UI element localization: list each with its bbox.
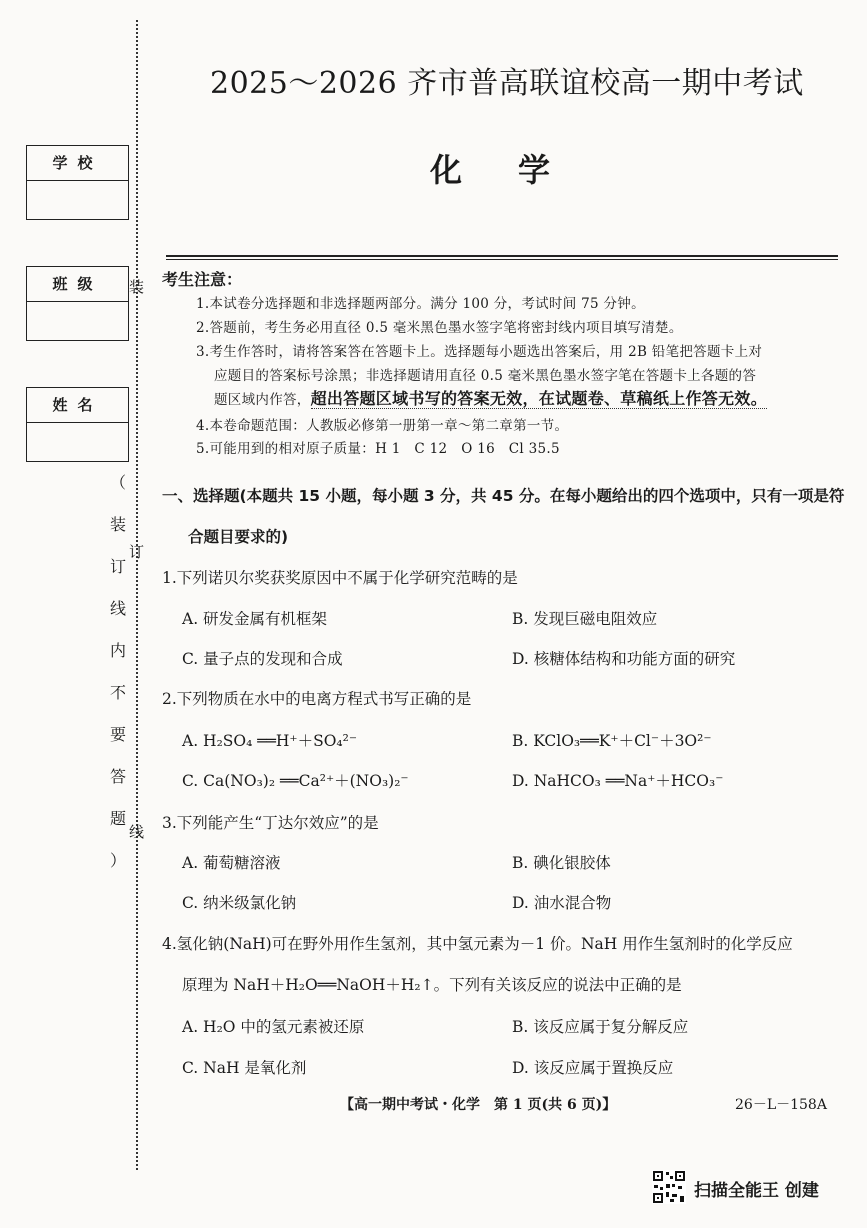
- question-1-stem: 1.下列诺贝尔奖获奖原因中不属于化学研究范畴的是: [162, 569, 518, 587]
- vertical-char: （: [109, 473, 126, 492]
- question-4-option-c: C. NaH 是氧化剂: [182, 1059, 307, 1077]
- page-footer: 【高一期中考试・化学 第 1 页(共 6 页)】: [340, 1097, 617, 1113]
- header-rule-thin: [166, 259, 838, 260]
- note-item-emphasis-line: [214, 386, 767, 409]
- question-2-option-a: A. H₂SO₄ ══H⁺＋SO₄²⁻: [182, 732, 358, 750]
- note-item: 3.考生作答时，请将答案答在答题卡上。选择题每小题选出答案后，用 2B 铅笔把答题卡上对: [196, 344, 763, 360]
- vertical-char: 订: [109, 557, 126, 576]
- question-1-option-d: D. 核糖体结构和功能方面的研究: [512, 650, 736, 668]
- question-3-option-c: C. 纳米级氯化钠: [182, 894, 297, 912]
- question-2-stem: 2.下列物质在水中的电离方程式书写正确的是: [162, 690, 472, 708]
- question-4-option-b: B. 该反应属于复分解反应: [512, 1018, 689, 1036]
- binding-mark-xian: 线: [129, 823, 145, 841]
- vertical-char: 内: [109, 641, 126, 660]
- question-3-option-d: D. 油水混合物: [512, 894, 612, 912]
- name-label: 姓名: [27, 388, 128, 423]
- class-box: [26, 266, 129, 341]
- question-3-stem: 3.下列能产生“丁达尔效应”的是: [162, 814, 379, 832]
- note-item: 5.可能用到的相对原子质量：H 1 C 12 O 16 Cl 35.5: [196, 441, 560, 457]
- vertical-char: 不: [109, 683, 126, 702]
- subject-title: 化学: [430, 151, 607, 189]
- question-1-option-a: A. 研发金属有机框架: [182, 610, 328, 628]
- school-label: 学校: [27, 146, 128, 181]
- question-2-option-c: C. Ca(NO₃)₂ ══Ca²⁺＋(NO₃)₂⁻: [182, 772, 409, 790]
- vertical-char: 装: [109, 515, 126, 534]
- question-4-stem: 4.氢化钠(NaH)可在野外用作生氢剂，其中氢元素为－1 价。NaH 用作生氢剂时的化学反应: [162, 935, 793, 953]
- question-2-option-b: B. KClO₃══K⁺＋Cl⁻＋3O²⁻: [512, 732, 712, 750]
- notes-title: 考生注意：: [162, 270, 243, 289]
- binding-mark-ding: 订: [129, 543, 145, 561]
- question-2-option-d: D. NaHCO₃ ══Na⁺＋HCO₃⁻: [512, 772, 724, 790]
- binding-mark-zhuang: 装: [129, 278, 145, 296]
- binding-dotted-line: [136, 20, 138, 1170]
- question-1-option-b: B. 发现巨磁电阻效应: [512, 610, 658, 628]
- note-item: 4.本卷命题范围：人教版必修第一册第一章～第二章第一节。: [196, 418, 569, 434]
- vertical-char: 线: [109, 599, 126, 618]
- note-item: 2.答题前，考生务必用直径 0.5 毫米黑色墨水签字笔将密封线内项目填写清楚。: [196, 320, 683, 336]
- section-heading: 一、选择题(本题共 15 小题，每小题 3 分，共 45 分。在每小题给出的四个选项中，只有一项是符: [162, 487, 845, 505]
- note-item: 题区域内作答，: [214, 392, 311, 408]
- header-rule-thick: [166, 255, 838, 257]
- section-heading-cont: 合题目要求的): [188, 528, 289, 546]
- question-4-option-a: A. H₂O 中的氢元素被还原: [182, 1018, 365, 1036]
- vertical-char: 题: [109, 809, 126, 828]
- binding-vertical-text: [108, 470, 128, 890]
- name-box: [26, 387, 129, 462]
- paper-code: 26－L－158A: [735, 1097, 827, 1113]
- question-4-stem-cont: 原理为 NaH＋H₂O══NaOH＋H₂↑。下列有关该反应的说法中正确的是: [182, 976, 682, 994]
- vertical-char: ）: [109, 851, 126, 870]
- school-box: [26, 145, 129, 220]
- scanner-watermark: 扫描全能王 创建: [694, 1181, 819, 1201]
- question-1-option-c: C. 量子点的发现和合成: [182, 650, 343, 668]
- question-4-option-d: D. 该反应属于置换反应: [512, 1059, 674, 1077]
- note-item: 应题目的答案标号涂黑；非选择题请用直径 0.5 毫米黑色墨水签字笔在答题卡上各题的答: [214, 368, 757, 384]
- exam-title: 2025～2026 齐市普高联谊校高一期中考试: [210, 66, 804, 101]
- name-field: [27, 423, 128, 461]
- vertical-char: 要: [109, 725, 126, 744]
- question-3-option-b: B. 碘化银胶体: [512, 854, 611, 872]
- class-label: 班级: [27, 267, 128, 302]
- note-item: 1.本试卷分选择题和非选择题两部分。满分 100 分，考试时间 75 分钟。: [196, 296, 645, 312]
- question-3-option-a: A. 葡萄糖溶液: [182, 854, 281, 872]
- class-field: [27, 302, 128, 340]
- vertical-char: 答: [109, 767, 126, 786]
- school-field: [27, 181, 128, 219]
- note-emphasis: 超出答题区域书写的答案无效，在试题卷、草稿纸上作答无效。: [310, 389, 768, 408]
- qr-code-icon: [652, 1170, 686, 1204]
